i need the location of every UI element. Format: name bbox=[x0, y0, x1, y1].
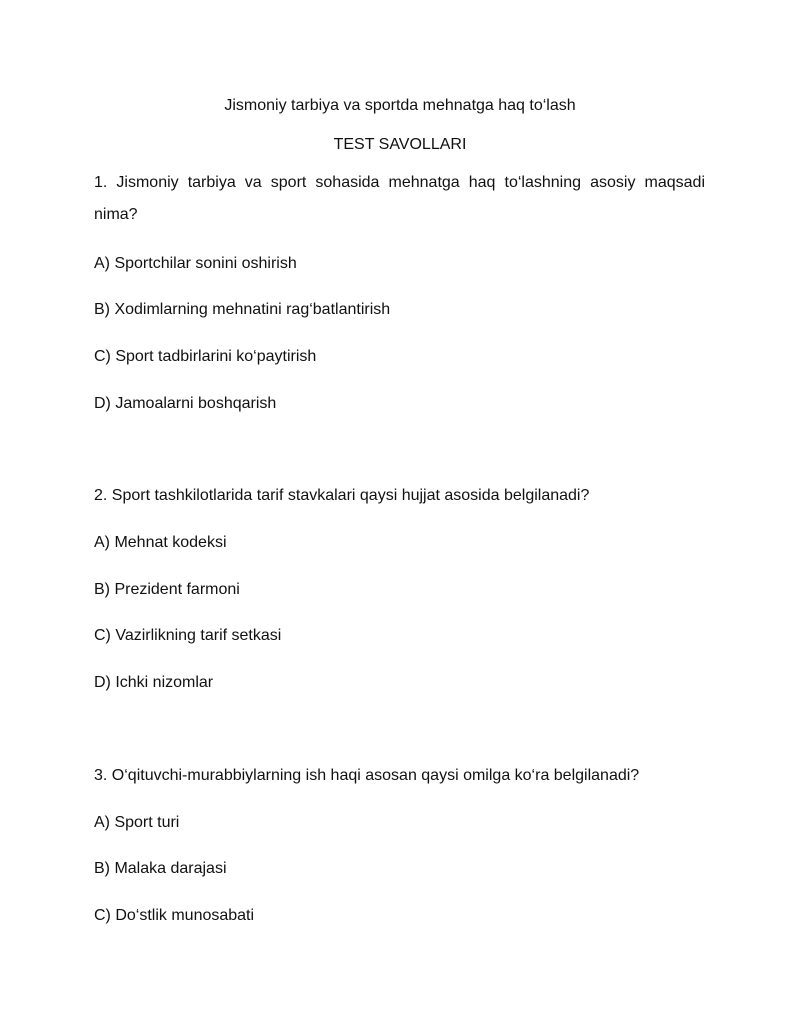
question-2-text: 2. Sport tashkilotlarida tarif stavkalari qaysi hujjat asosida belgilanadi? bbox=[94, 487, 590, 504]
question-3-option-b: B) Malaka darajasi bbox=[94, 860, 227, 877]
question-3-option-a: A) Sport turi bbox=[94, 814, 180, 831]
question-2-option-a: A) Mehnat kodeksi bbox=[94, 534, 227, 551]
question-1-text: 1. Jismoniy tarbiya va sport sohasida mehnatga haq to‘lashning asosiy maqsadi bbox=[94, 174, 705, 191]
question-1-text-continued: nima? bbox=[94, 206, 138, 223]
question-2-option-b: B) Prezident farmoni bbox=[94, 581, 240, 598]
question-1-option-c: C) Sport tadbirlarini ko‘paytirish bbox=[94, 348, 317, 365]
document-subtitle: TEST SAVOLLARI bbox=[333, 136, 467, 153]
question-1-option-a: A) Sportchilar sonini oshirish bbox=[94, 255, 297, 272]
question-2-option-d: D) Ichki nizomlar bbox=[94, 674, 214, 691]
question-1-option-b: B) Xodimlarning mehnatini rag‘batlantirish bbox=[94, 301, 391, 318]
question-3-text: 3. O‘qituvchi-murabbiylarning ish haqi asosan qaysi omilga ko‘ra belgilanadi? bbox=[94, 767, 640, 784]
document-title: Jismoniy tarbiya va sportda mehnatga haq to‘lash bbox=[224, 97, 576, 114]
question-2-option-c: C) Vazirlikning tarif setkasi bbox=[94, 627, 282, 644]
question-3-option-c: C) Do‘stlik munosabati bbox=[94, 907, 255, 924]
question-1-option-d: D) Jamoalarni boshqarish bbox=[94, 395, 277, 412]
